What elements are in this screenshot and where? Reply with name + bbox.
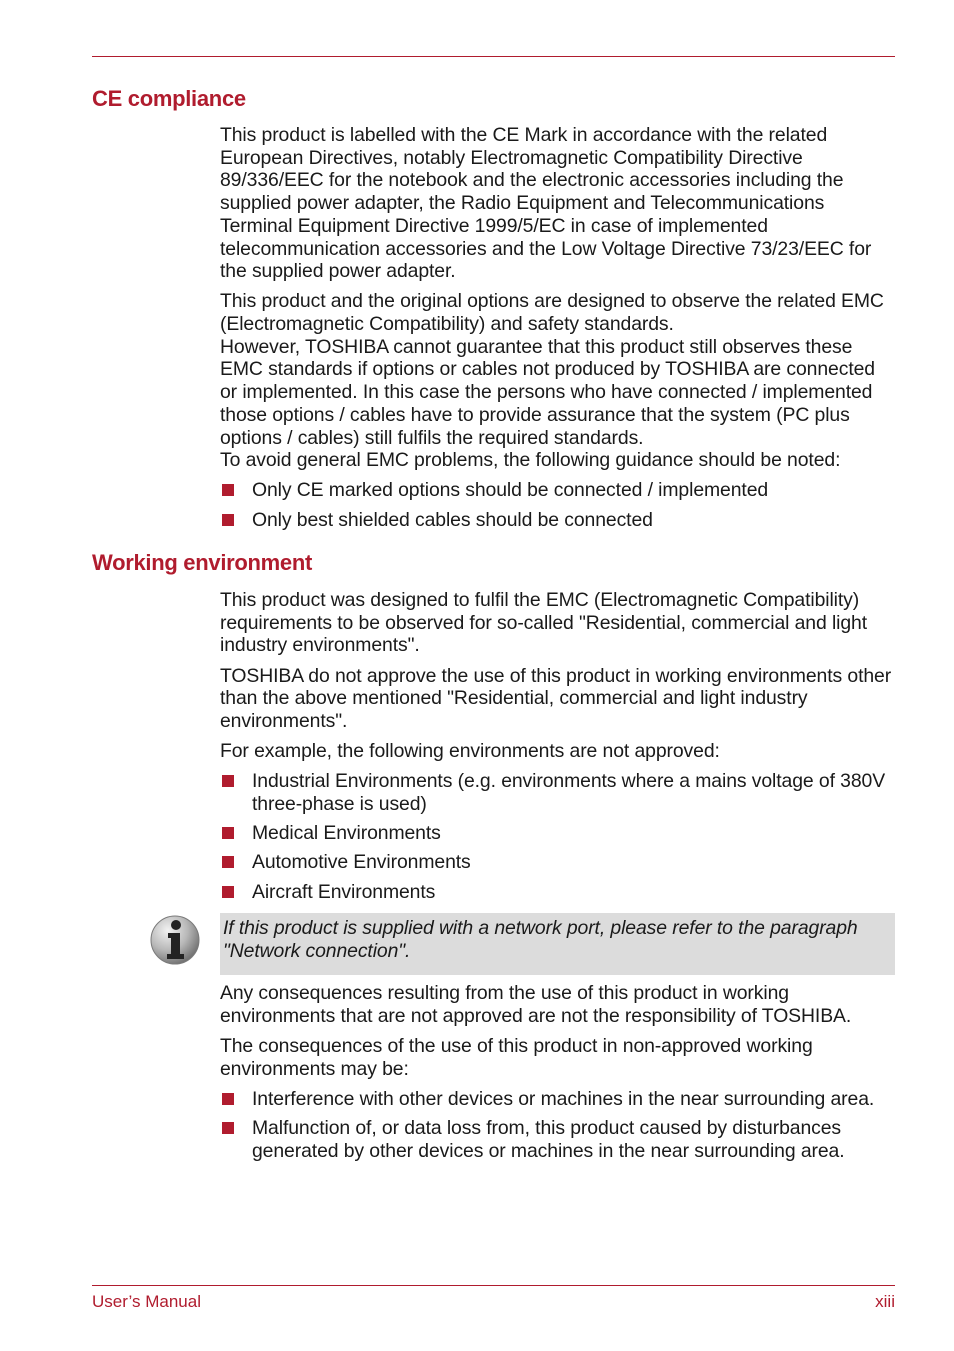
list-item-text: Malfunction of, or data loss from, this product caused by disturbances generated by other devices or machines in the near surrounding area. [252, 1116, 845, 1162]
footer-rule [92, 1285, 895, 1286]
square-bullet-icon [222, 484, 234, 496]
ce-paragraph-2-line-3: To avoid general EMC problems, the following guidance should be noted: [220, 449, 841, 472]
network-note [220, 913, 895, 975]
header-rule [92, 56, 895, 57]
ce-bullet-list [220, 479, 895, 531]
working-paragraph-4: Any consequences resulting from the use of this product in working environments that are not approved are not the responsibility of TOSHIBA. [220, 982, 852, 1027]
square-bullet-icon [222, 514, 234, 526]
working-environment-heading: Working environment [92, 550, 313, 575]
square-bullet-icon [222, 856, 234, 868]
list-item [220, 479, 895, 502]
working-paragraph-2: TOSHIBA do not approve the use of this product in working environments other than the above mentioned "Residential, commercial and light industry environments". [220, 664, 892, 732]
list-item [220, 822, 895, 845]
ce-paragraph-2-line-2: However, TOSHIBA cannot guarantee that this product still observes these EMC standards if options or cables not produced by TOSHIBA are connected or implemented. In this case the persons who have connected / implemented those options / cables have to provide assurance that the system (PC plus options / cables) still fulfils the required standards. [220, 335, 875, 449]
footer-manual-title: User’s Manual [92, 1292, 201, 1311]
page-number: xiii [875, 1292, 895, 1311]
list-item [220, 1117, 895, 1162]
square-bullet-icon [222, 1122, 234, 1134]
ce-compliance-body [220, 124, 895, 531]
info-icon [149, 914, 201, 966]
square-bullet-icon [222, 886, 234, 898]
working-paragraph-5: The consequences of the use of this product in non-approved working environments may be: [220, 1034, 813, 1080]
environment-bullet-list [220, 770, 895, 903]
square-bullet-icon [222, 775, 234, 787]
list-item [220, 851, 895, 874]
list-item-text: Automotive Environments [252, 851, 471, 874]
list-item-text: Aircraft Environments [252, 880, 436, 903]
ce-paragraph-2-line-1: This product and the original options are designed to observe the related EMC (Electromagnetic Compatibility) and safety standards. [220, 290, 884, 336]
square-bullet-icon [222, 1093, 234, 1105]
ce-paragraph-2 [220, 290, 895, 472]
list-item [220, 1088, 895, 1111]
list-item-text: Industrial Environments (e.g. environments where a mains voltage of 380V three-phase is used) [252, 770, 886, 815]
consequences-bullet-list [220, 1088, 895, 1163]
list-item [220, 770, 895, 815]
list-item-text: Interference with other devices or machines in the near surrounding area. [252, 1087, 875, 1110]
list-item [220, 881, 895, 904]
consequences-body [220, 982, 895, 1162]
list-item-text: Only best shielded cables should be connected [252, 508, 653, 531]
working-paragraph-1: This product was designed to fulfil the EMC (Electromagnetic Compatibility) requirements to be observed for so-called "Residential, commercial and light industry environments". [220, 589, 868, 657]
square-bullet-icon [222, 827, 234, 839]
list-item [220, 509, 895, 532]
ce-paragraph-1: This product is labelled with the CE Mark in accordance with the related European Directives, notably Electromagnetic Compatibility Directive 89/336/EEC for the notebook and the electronic accessories including the supplied power adapter, the Radio Equipment and Telecommunications Terminal Equipment Directive 1999/5/EC in case of implemented telecommunication accessories and the Low Voltage Directive 73/23/EEC for the supplied power adapter. [220, 124, 872, 283]
ce-compliance-heading: CE compliance [92, 86, 246, 111]
working-environment-body [220, 589, 895, 903]
note-text: If this product is supplied with a network port, please refer to the paragraph "Network connection". [223, 917, 858, 962]
list-item-text: Only CE marked options should be connected / implemented [252, 479, 769, 502]
list-item-text: Medical Environments [252, 822, 441, 845]
working-paragraph-3: For example, the following environments are not approved: [220, 740, 720, 762]
